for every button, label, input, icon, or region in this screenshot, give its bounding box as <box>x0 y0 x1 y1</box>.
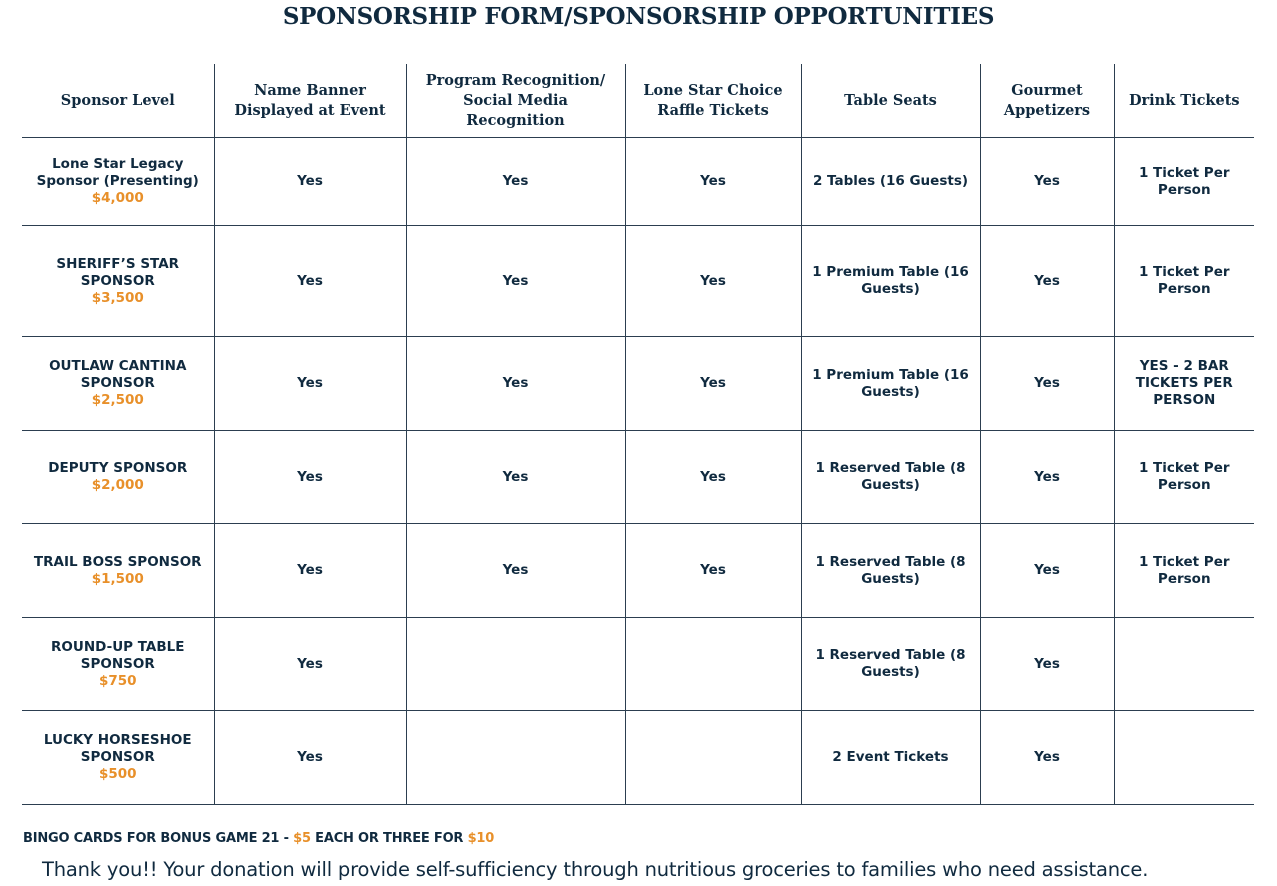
table-row <box>22 711 1254 805</box>
sponsor-level-cell <box>22 618 214 711</box>
column-header: Sponsor Level <box>22 64 214 138</box>
appetizers-cell: Yes <box>980 138 1114 226</box>
sponsor-level-cell <box>22 226 214 337</box>
raffle-cell: Yes <box>625 138 801 226</box>
sponsor-level-name: Lone Star Legacy Sponsor (Presenting) <box>36 156 199 189</box>
banner-cell: Yes <box>214 618 406 711</box>
seats-cell: 2 Tables (16 Guests) <box>801 138 980 226</box>
column-header: Drink Tickets <box>1114 64 1254 138</box>
program-cell: Yes <box>406 138 625 226</box>
program-cell <box>406 711 625 805</box>
sponsorship-table <box>22 64 1254 805</box>
table-row <box>22 524 1254 618</box>
raffle-cell: Yes <box>625 337 801 431</box>
banner-cell: Yes <box>214 524 406 618</box>
seats-cell: 1 Premium Table (16 Guests) <box>801 226 980 337</box>
sponsor-level-name: DEPUTY SPONSOR <box>48 460 188 476</box>
bingo-note <box>23 831 494 846</box>
sponsor-level-name: ROUND-UP TABLE SPONSOR <box>51 638 185 672</box>
bingo-text: BINGO CARDS FOR BONUS GAME 21 - <box>23 831 294 846</box>
drinks-cell: YES - 2 BAR TICKETS PER PERSON <box>1114 337 1254 431</box>
seats-cell: 1 Premium Table (16 Guests) <box>801 337 980 431</box>
program-cell: Yes <box>406 431 625 524</box>
sponsor-price: $500 <box>98 766 137 782</box>
thank-you-message: Thank you!! Your donation will provide self-sufficiency through nutritious groceries to families who need assistance. <box>42 858 1149 881</box>
drinks-cell: 1 Ticket Per Person <box>1114 431 1254 524</box>
raffle-cell: Yes <box>625 226 801 337</box>
raffle-cell <box>625 711 801 805</box>
drinks-cell: 1 Ticket Per Person <box>1114 138 1254 226</box>
table-row <box>22 138 1254 226</box>
appetizers-cell: Yes <box>980 226 1114 337</box>
column-header: Name Banner Displayed at Event <box>214 64 406 138</box>
program-cell: Yes <box>406 226 625 337</box>
raffle-cell <box>625 618 801 711</box>
bingo-text: EACH OR THREE FOR <box>310 831 468 846</box>
sponsor-price: $4,000 <box>91 190 144 206</box>
table-row <box>22 226 1254 337</box>
column-header: Program Recognition/ Social Media Recognition <box>406 64 625 138</box>
banner-cell: Yes <box>214 431 406 524</box>
appetizers-cell: Yes <box>980 618 1114 711</box>
page-title: SPONSORSHIP FORM/SPONSORSHIP OPPORTUNITIES <box>282 3 995 30</box>
program-cell: Yes <box>406 337 625 431</box>
header-row <box>22 64 1254 138</box>
sponsor-price: $750 <box>98 672 137 689</box>
seats-cell: 1 Reserved Table (8 Guests) <box>801 431 980 524</box>
appetizers-cell: Yes <box>980 711 1114 805</box>
appetizers-cell: Yes <box>980 337 1114 431</box>
sponsor-price: $2,000 <box>91 477 144 493</box>
appetizers-cell: Yes <box>980 524 1114 618</box>
drinks-cell: 1 Ticket Per Person <box>1114 524 1254 618</box>
column-header: Gourmet Appetizers <box>980 64 1114 138</box>
table-row <box>22 618 1254 711</box>
raffle-cell: Yes <box>625 524 801 618</box>
sponsor-level-name: LUCKY HORSESHOE SPONSOR <box>43 732 192 765</box>
seats-cell: 1 Reserved Table (8 Guests) <box>801 524 980 618</box>
sponsor-level-name: TRAIL BOSS SPONSOR <box>33 553 202 570</box>
appetizers-cell: Yes <box>980 431 1114 524</box>
column-header: Lone Star Choice Raffle Tickets <box>625 64 801 138</box>
program-cell <box>406 618 625 711</box>
column-header: Table Seats <box>801 64 980 138</box>
table-row <box>22 431 1254 524</box>
sponsor-level-cell <box>22 524 214 618</box>
bingo-price-three: $10 <box>467 831 495 846</box>
drinks-cell <box>1114 618 1254 711</box>
sponsor-level-cell <box>22 337 214 431</box>
bingo-price-single: $5 <box>293 831 311 846</box>
sponsor-price: $1,500 <box>91 570 144 587</box>
drinks-cell <box>1114 711 1254 805</box>
table-row <box>22 337 1254 431</box>
sponsor-price: $3,500 <box>91 289 144 306</box>
sponsor-level-name: OUTLAW CANTINA SPONSOR <box>49 358 187 391</box>
banner-cell: Yes <box>214 138 406 226</box>
banner-cell: Yes <box>214 226 406 337</box>
banner-cell: Yes <box>214 337 406 431</box>
sponsor-level-name: SHERIFF’S STAR SPONSOR <box>56 255 180 289</box>
sponsor-price: $2,500 <box>91 392 144 408</box>
sponsor-level-cell <box>22 711 214 805</box>
seats-cell: 1 Reserved Table (8 Guests) <box>801 618 980 711</box>
program-cell: Yes <box>406 524 625 618</box>
seats-cell: 2 Event Tickets <box>801 711 980 805</box>
drinks-cell: 1 Ticket Per Person <box>1114 226 1254 337</box>
banner-cell: Yes <box>214 711 406 805</box>
sponsor-level-cell <box>22 431 214 524</box>
raffle-cell: Yes <box>625 431 801 524</box>
sponsor-level-cell <box>22 138 214 226</box>
